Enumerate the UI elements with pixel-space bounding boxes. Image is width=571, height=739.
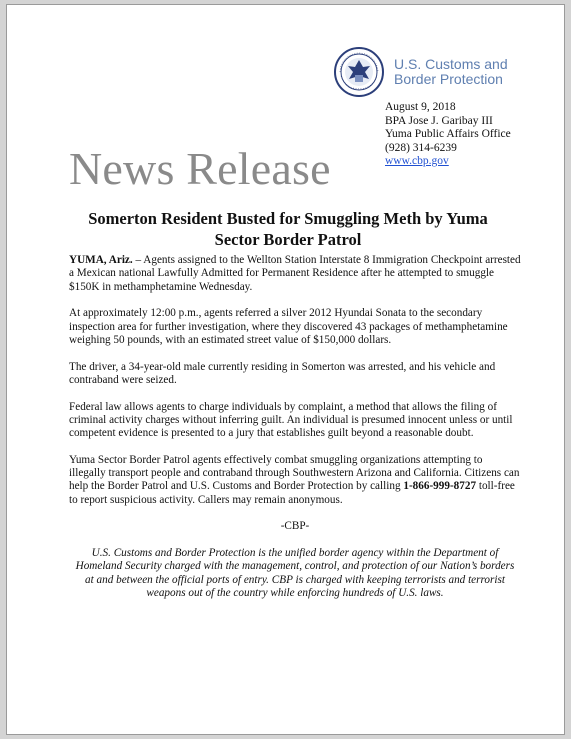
paragraph-1 bbox=[69, 254, 521, 294]
headline: Somerton Resident Busted for Smuggling Meth by Yuma Sector Border Patrol bbox=[88, 209, 488, 249]
contact-phone: (928) 314-6239 bbox=[385, 141, 457, 154]
dhs-seal-icon bbox=[334, 47, 384, 97]
paragraph-3: The driver, a 34-year-old male currently residing in Somerton was arrested, and his vehicle and contraband were seized. bbox=[69, 360, 496, 386]
paragraph-1-text: – Agents assigned to the Wellton Station Interstate 8 Immigration Checkpoint arrested a Mexican national Lawfully Admitted for Permanent Residence after he attempted to smuggle $150K in methamphetamine Wednesday. bbox=[69, 254, 521, 293]
paragraph-5-text-b: toll-free to report suspicious activity. Callers may remain anonymous. bbox=[69, 480, 515, 506]
paragraph-5-text-a: Yuma Sector Border Patrol agents effectively combat smuggling organizations attempting to illegally transport people and contraband through Southwestern Arizona and California. Citizens can help the Border Patrol and U.S. Customs and Border Protection by calling bbox=[69, 453, 520, 493]
paragraph-2: At approximately 12:00 p.m., agents referred a silver 2012 Hyundai Sonata to the secondary inspection area for further investigation, where they discovered 43 packages of methamphetamine weighing 50 pounds, with an estimated street value of $150,000 dollars. bbox=[69, 307, 508, 346]
news-release-title: News Release bbox=[69, 143, 331, 194]
agency-boilerplate: U.S. Customs and Border Protection is the unified border agency within the Department of Homeland Security charged with the management, control, and protection of our Nation’s borders at and between the official ports of entry. CBP is charged with keeping terrorists and terrorist weapons out of the country while enforcing hundreds of U.S. laws. bbox=[75, 547, 515, 599]
agency-name-line2: Border Protection bbox=[394, 71, 503, 87]
agency-name-line1: U.S. Customs and bbox=[394, 56, 508, 72]
article-body bbox=[69, 254, 521, 614]
end-marker: -CBP- bbox=[280, 520, 310, 533]
release-date: August 9, 2018 bbox=[385, 101, 456, 113]
agency-name bbox=[394, 57, 508, 87]
paragraph-4: Federal law allows agents to charge individuals by complaint, a method that allows the filing of criminal activity charges without inferring guilt. An individual is presumed innocent unless or until competent evidence is presented to a jury that establishes guilt beyond a reasonable doubt. bbox=[69, 400, 513, 440]
tip-line-phone: 1-866-999-8727 bbox=[403, 480, 477, 493]
dateline: YUMA, Ariz. bbox=[69, 254, 133, 266]
document-page bbox=[6, 4, 565, 735]
contact-block bbox=[385, 101, 511, 169]
paragraph-5 bbox=[69, 454, 521, 507]
contact-name: BPA Jose J. Garibay III bbox=[385, 114, 493, 127]
website-link[interactable]: www.cbp.gov bbox=[385, 155, 449, 167]
contact-office: Yuma Public Affairs Office bbox=[385, 128, 511, 140]
